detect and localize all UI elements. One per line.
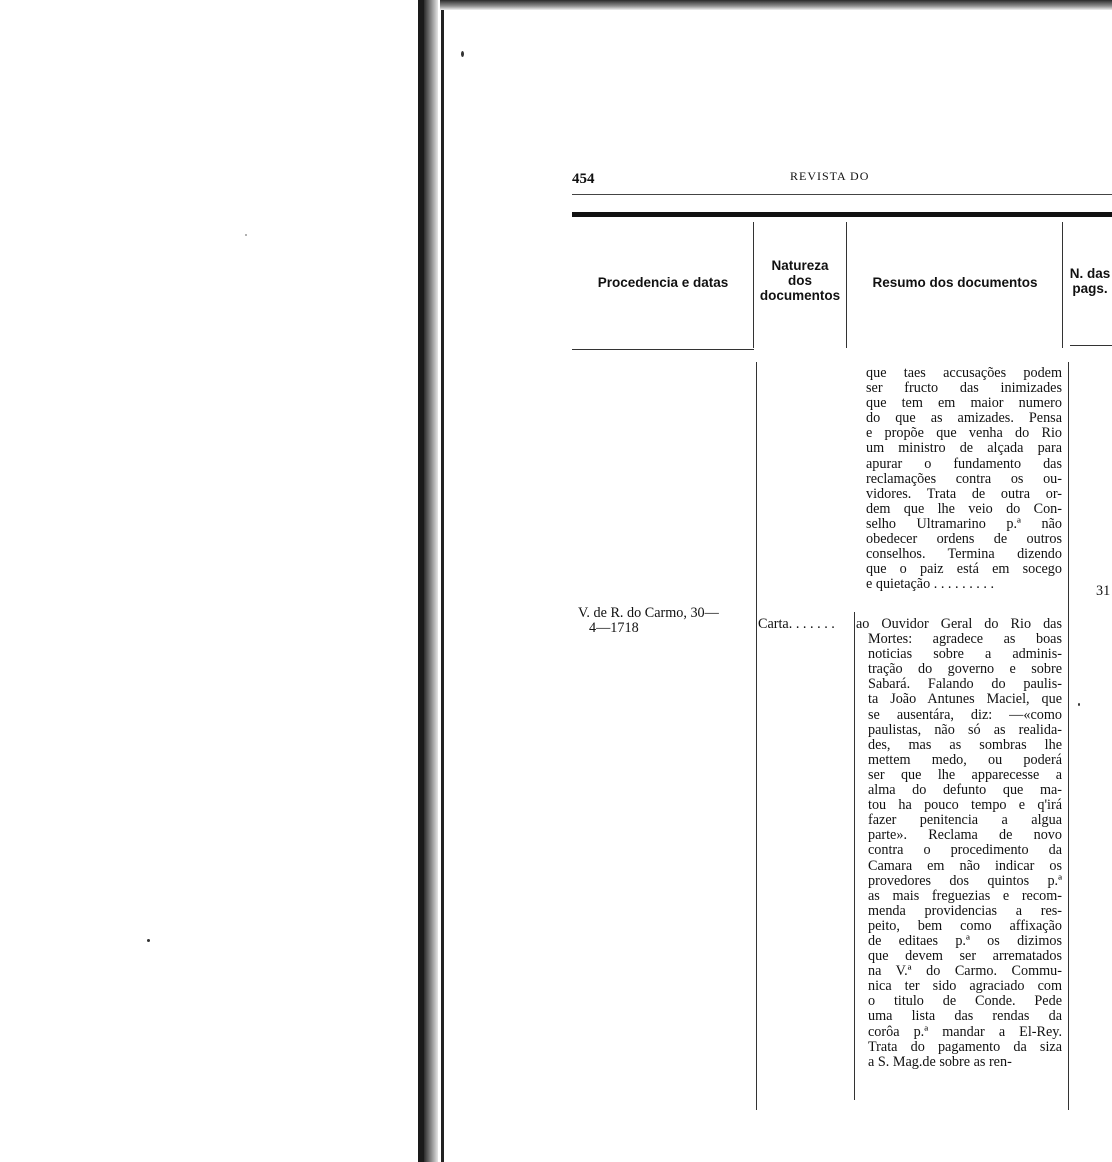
resumo-line: Trata do pagamento da siza	[868, 1038, 1062, 1055]
scan-speck	[245, 234, 247, 236]
resumo-line: Sabará. Falando do paulis-	[868, 676, 1062, 693]
header-natureza-line: dos	[787, 273, 812, 288]
resumo-line: tou ha pouco tempo e q'irá	[868, 797, 1062, 814]
page-number: 454	[572, 171, 595, 187]
resumo-line: menda providencias a res-	[868, 902, 1062, 919]
column-divider	[1068, 362, 1069, 1110]
resumo-line: tração do governo e sobre	[868, 661, 1062, 678]
table-top-rule	[572, 212, 1112, 217]
resumo-line: na V.ª do Carmo. Commu-	[868, 963, 1062, 980]
resumo-line: ta João Antunes Maciel, que	[868, 691, 1062, 708]
resumo-line: o titulo de Conde. Pede	[868, 993, 1062, 1010]
resumo-line: reclamações contra os ou-	[866, 470, 1062, 487]
resumo-line: um ministro de alçada para	[866, 440, 1062, 457]
resumo-line: uma lista das rendas da	[868, 1008, 1062, 1025]
resumo-line: que tem em maior numero	[866, 395, 1062, 412]
resumo-line: se ausentára, diz: —«como	[868, 706, 1062, 723]
header-natureza-line: Natureza	[771, 258, 829, 273]
page-top-edge	[440, 0, 1112, 10]
resumo-line: e propõe que venha do Rio	[866, 425, 1062, 442]
resumo-line: fazer penitencia a algua	[868, 812, 1062, 829]
header-resumo: Resumo dos documentos	[872, 275, 1038, 290]
resumo-line: ao Ouvidor Geral do Rio das	[856, 616, 1062, 632]
header-natureza	[754, 258, 846, 303]
table-row-procedencia	[578, 606, 758, 636]
column-divider	[846, 222, 847, 348]
resumo-line: dem que lhe veio do Con-	[866, 500, 1062, 517]
resumo-line: que taes accusações podem	[866, 365, 1062, 381]
table-row-resumo	[866, 366, 1062, 592]
table-row-natureza: Carta. . . . . . .	[758, 616, 835, 632]
resumo-line: e quietação . . . . . . . . .	[866, 576, 995, 593]
header-bottom-rule	[1070, 345, 1112, 346]
resumo-line: que o paiz está em socego	[866, 561, 1062, 578]
scan-speck	[461, 51, 464, 57]
resumo-line: provedores dos quintos p.ª	[868, 872, 1062, 889]
header-pags-line: pags.	[1072, 281, 1108, 296]
resumo-line: apurar o fundamento das	[866, 455, 1062, 472]
header-procedencia: Procedencia e datas	[597, 275, 729, 290]
book-gutter-gradient	[424, 0, 438, 1162]
column-divider	[854, 612, 855, 1100]
header-pags	[1064, 266, 1112, 296]
scan-speck	[147, 939, 150, 942]
resumo-line: obedecer ordens de outros	[866, 531, 1062, 548]
resumo-line: corôa p.ª mandar a El-Rey.	[868, 1023, 1062, 1040]
header-rule	[572, 194, 1112, 195]
resumo-line: noticias sobre a adminis-	[868, 646, 1062, 663]
resumo-line: contra o procedimento da	[868, 842, 1062, 859]
resumo-line: Camara em não indicar os	[868, 857, 1062, 874]
resumo-line: Mortes: agradece as boas	[868, 631, 1062, 648]
resumo-line: ser que lhe apparecesse a	[868, 766, 1062, 783]
book-gutter-edge	[441, 0, 444, 1162]
resumo-line: a S. Mag.de sobre as ren-	[868, 1053, 1012, 1070]
table-row-pags: 31	[1096, 583, 1111, 599]
procedencia-line: 4—1718	[589, 620, 639, 636]
resumo-line: conselhos. Termina dizendo	[866, 546, 1062, 563]
resumo-line: peito, bem como affixação	[868, 917, 1062, 934]
resumo-line: nica ter sido agraciado com	[868, 978, 1062, 995]
resumo-line: mettem medo, ou poderá	[868, 751, 1062, 768]
resumo-line: de editaes p.ª os dizimos	[868, 932, 1062, 949]
resumo-line: que devem ser arrematados	[868, 948, 1062, 965]
header-natureza-line: documentos	[759, 288, 841, 303]
resumo-line: do que as amizades. Pensa	[866, 410, 1062, 427]
resumo-line: as mais freguezias e recom-	[868, 887, 1062, 904]
running-head: REVISTA DO	[790, 169, 870, 183]
resumo-line: alma do defunto que ma-	[868, 782, 1062, 799]
resumo-line: vidores. Trata de outra or-	[866, 485, 1062, 502]
header-pags-line: N. das	[1069, 266, 1111, 281]
resumo-line: selho Ultramarino p.ª não	[866, 515, 1062, 532]
scan-speck	[1078, 703, 1080, 706]
header-bottom-rule	[572, 349, 754, 350]
column-divider	[756, 362, 757, 1110]
resumo-line: parte». Reclama de novo	[868, 827, 1062, 844]
resumo-line: des, mas as sombras lhe	[868, 736, 1062, 753]
procedencia-line: V. de R. do Carmo, 30—	[578, 605, 719, 621]
resumo-line: ser fructo das inimizades	[866, 380, 1062, 397]
resumo-line: paulistas, não só as realida-	[868, 721, 1062, 738]
column-divider	[1062, 222, 1063, 348]
table-row-resumo	[856, 617, 1062, 1070]
